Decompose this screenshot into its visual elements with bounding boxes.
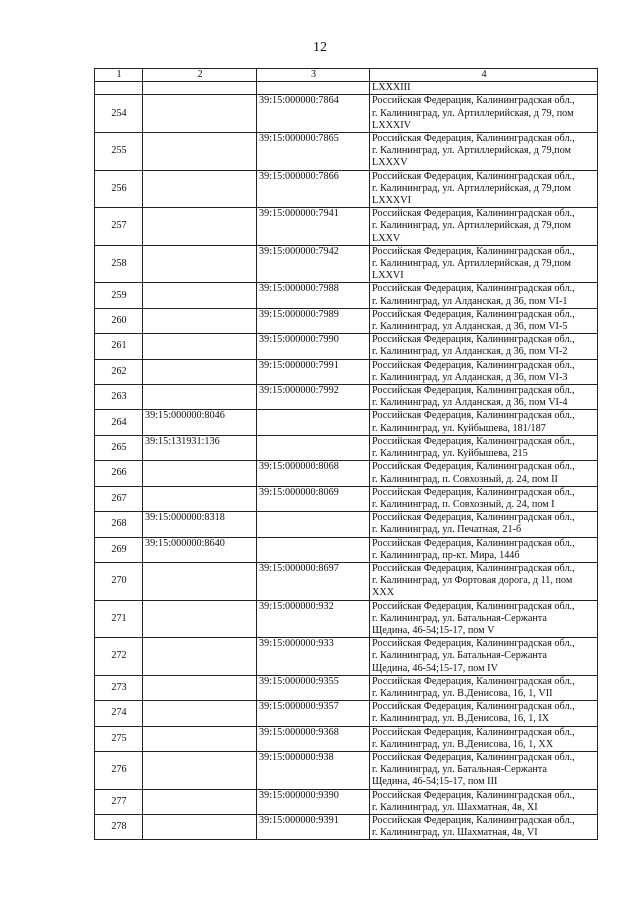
address-line: г. Калининград, ул Алданская, д 36, пом VI-2 [372,346,568,358]
cadastral-number-col2 [143,359,257,384]
cadastral-number-col2 [143,283,257,308]
cadastral-number-col3: 39:15:000000:8069 [257,486,370,511]
cadastral-number-col2 [143,751,257,789]
cadastral-number-col2 [143,701,257,726]
address-line: г. Калининград, ул Алданская, д 36, пом VI-1 [372,295,568,307]
address-line: Российская Федерация, Калининградская обл., [372,245,575,257]
row-number: 276 [95,751,143,789]
address-cell [370,789,598,814]
table-row [95,814,598,839]
address-line: LXXXIV [372,119,412,131]
cadastral-number-col3: 39:15:000000:7990 [257,334,370,359]
table-row [95,133,598,171]
cadastral-number-col2 [143,170,257,208]
address-line: г. Калининград, ул. Артиллерийская, д 79,пом [372,182,571,194]
address-line: г. Калининград, ул. В.Денисова, 16, 1, IX [372,713,550,725]
cadastral-number-col3: 39:15:000000:7866 [257,170,370,208]
address-line: Российская Федерация, Калининградская обл., [372,385,575,397]
address-line: г. Калининград, п. Совхозный, д. 24, пом I [372,498,555,510]
table-row [95,789,598,814]
address-line: Российская Федерация, Калининградская обл., [372,308,575,320]
cadastral-number-col2 [143,814,257,839]
address-cell [370,359,598,384]
address-line: г. Калининград, ул. Артиллерийская, д 79,пом [372,258,571,270]
cadastral-number-col3: 39:15:000000:7989 [257,308,370,333]
table-row [95,751,598,789]
row-number: 259 [95,283,143,308]
table-body [95,82,598,840]
address-cell [370,512,598,537]
address-line: Российская Федерация, Калининградская обл., [372,359,575,371]
table-row [95,600,598,638]
cadastral-number-col2: 39:15:131931:136 [143,435,257,460]
address-line: г. Калининград, ул. В.Денисова, 16, 1, VII [372,687,553,699]
address-line: Российская Федерация, Калининградская обл., [372,638,575,650]
table-row [95,461,598,486]
table-row [95,308,598,333]
address-line: Российская Федерация, Калининградская обл., [372,726,575,738]
cadastral-number-col2 [143,638,257,676]
address-line: Российская Федерация, Калининградская обл., [372,461,575,473]
table-row [95,334,598,359]
address-line: LXXV [372,232,401,244]
address-line: Российская Федерация, Калининградская обл., [372,562,575,574]
address-line: г. Калининград, ул. Шахматная, 4в, XI [372,801,538,813]
table-row [95,385,598,410]
continuation-row [95,82,598,95]
address-cell [370,435,598,460]
row-number: 260 [95,308,143,333]
row-number: 261 [95,334,143,359]
cadastral-number-col3: 39:15:000000:932 [257,600,370,638]
address-line: LXXVI [372,270,404,282]
address-line: Российская Федерация, Калининградская обл., [372,435,575,447]
table-row [95,701,598,726]
address-cell [370,208,598,246]
address-line: XXX [372,587,395,599]
cadastral-number-col3: 39:15:000000:7988 [257,283,370,308]
address-cell [370,537,598,562]
table-row [95,245,598,283]
row-number: 262 [95,359,143,384]
cadastral-number-col3: 39:15:000000:9391 [257,814,370,839]
cadastral-number-col2: 39:15:000000:8318 [143,512,257,537]
row-number: 270 [95,562,143,600]
address-line: Российская Федерация, Калининградская обл., [372,751,575,763]
table-row [95,726,598,751]
cadastral-number-col3: 39:15:000000:7992 [257,385,370,410]
cadastral-number-col2: 39:15:000000:8046 [143,410,257,435]
row-number: 267 [95,486,143,511]
cadastral-number-col3: 39:15:000000:933 [257,638,370,676]
cadastral-number-col2 [143,245,257,283]
address-line: Российская Федерация, Калининградская обл., [372,701,575,713]
cadastral-number-col3: 39:15:000000:9368 [257,726,370,751]
table-row [95,95,598,133]
address-cell [370,95,598,133]
address-cell [370,385,598,410]
cadastral-number-col3: 39:15:000000:9390 [257,789,370,814]
table-row [95,208,598,246]
table-row [95,486,598,511]
address-line: Российская Федерация, Калининградская обл., [372,283,575,295]
row-number: 269 [95,537,143,562]
table-row [95,638,598,676]
address-line: Российская Федерация, Калининградская обл., [372,600,575,612]
address-line: Российская Федерация, Калининградская обл., [372,537,575,549]
address-line: г. Калининград, ул. Куйбышева, 215 [372,448,528,460]
address-line: LXXXV [372,157,408,169]
cadastral-number-col3: 39:15:000000:8697 [257,562,370,600]
address-line: г. Калининград, ул. Артиллерийская, д 79,пом [372,145,571,157]
cadastral-number-col2 [143,486,257,511]
row-number: 273 [95,675,143,700]
cadastral-number-col3 [257,537,370,562]
address-line: г. Калининград, ул. Батальная-Сержанта [372,764,547,776]
address-line: Российская Федерация, Калининградская обл., [372,410,575,422]
table-row [95,435,598,460]
row-number: 274 [95,701,143,726]
address-line: г. Калининград, ул. Куйбышева, 181/187 [372,422,546,434]
row-number: 258 [95,245,143,283]
cadastral-number-col3: 39:15:000000:7991 [257,359,370,384]
cadastral-number-col2 [143,562,257,600]
table-row [95,170,598,208]
address-line: г. Калининград, пр-кт. Мира, 144б [372,549,520,561]
row-number: 265 [95,435,143,460]
address-cell [370,334,598,359]
cadastral-number-col3 [257,512,370,537]
address-line: г. Калининград, ул. В.Денисова, 16, 1, XX [372,738,554,750]
cadastral-number-col2 [143,600,257,638]
address-line: г. Калининград, ул. Батальная-Сержанта [372,650,547,662]
address-line: г. Калининград, ул Алданская, д 36, пом VI-4 [372,397,568,409]
address-line: Российская Федерация, Калининградская обл., [372,170,575,182]
address-line: г. Калининград, ул. Печатная, 21-б [372,524,522,536]
address-line: Щедина, 46-54;15-17, пом III [372,776,498,788]
cadastral-number-col3: 39:15:000000:7942 [257,245,370,283]
row-number: 257 [95,208,143,246]
cadastral-number-col3: 39:15:000000:7865 [257,133,370,171]
cadastral-number-col2 [143,726,257,751]
address-cell [370,726,598,751]
row-number: 268 [95,512,143,537]
address-cell [370,308,598,333]
address-line: Щедина, 46-54;15-17, пом V [372,624,495,636]
row-number: 264 [95,410,143,435]
cadastral-number-col2 [143,789,257,814]
address-line: Российская Федерация, Калининградская обл., [372,789,575,801]
address-cell [370,170,598,208]
address-cell [370,675,598,700]
address-line: LXXXVI [372,195,412,207]
address-line: Российская Федерация, Калининградская обл., [372,512,575,524]
row-number: 266 [95,461,143,486]
address-line: Российская Федерация, Калининградская обл., [372,486,575,498]
cadastral-number-col3: 39:15:000000:938 [257,751,370,789]
cadastral-number-col2 [143,308,257,333]
row-number: 277 [95,789,143,814]
col-header-3: 3 [257,69,370,82]
address-line: Российская Федерация, Калининградская обл., [372,208,575,220]
row-number: 272 [95,638,143,676]
address-line: Российская Федерация, Калининградская обл., [372,133,575,145]
address-line: Российская Федерация, Калининградская обл., [372,95,575,107]
row-number: 278 [95,814,143,839]
row-number: 256 [95,170,143,208]
cadastral-number-col2 [143,133,257,171]
row-number: 275 [95,726,143,751]
cadastral-number-col3 [257,435,370,460]
address-cell [370,461,598,486]
registry-table [94,68,598,840]
cadastral-number-col3: 39:15:000000:7864 [257,95,370,133]
address-line: г. Калининград, ул Алданская, д 36, пом VI-3 [372,371,568,383]
continuation-text: LXXXIII [370,82,598,95]
address-cell [370,638,598,676]
cadastral-number-col3 [257,410,370,435]
cadastral-number-col2 [143,95,257,133]
cadastral-number-col2: 39:15:000000:8640 [143,537,257,562]
cadastral-number-col3: 39:15:000000:9355 [257,675,370,700]
row-number: 271 [95,600,143,638]
address-cell [370,283,598,308]
cadastral-number-col3: 39:15:000000:8068 [257,461,370,486]
col-header-1: 1 [95,69,143,82]
cadastral-number-col2 [143,385,257,410]
col-header-2: 2 [143,69,257,82]
table-row [95,359,598,384]
address-line: г. Калининград, ул Алданская, д 36, пом VI-5 [372,321,568,333]
row-number: 255 [95,133,143,171]
cadastral-number-col2 [143,334,257,359]
cadastral-number-col3: 39:15:000000:9357 [257,701,370,726]
address-line: Российская Федерация, Калининградская обл., [372,334,575,346]
address-cell [370,751,598,789]
address-line: Российская Федерация, Калининградская обл., [372,814,575,826]
row-number: 254 [95,95,143,133]
address-line: г. Калининград, ул. Артиллерийская, д 79,пом [372,220,571,232]
address-cell [370,701,598,726]
col-header-4: 4 [370,69,598,82]
table-row [95,283,598,308]
row-number: 263 [95,385,143,410]
address-line: Российская Федерация, Калининградская обл., [372,675,575,687]
address-cell [370,245,598,283]
address-cell [370,600,598,638]
page-number: 12 [313,40,327,55]
address-cell [370,133,598,171]
address-line: г. Калининград, п. Совхозный, д. 24, пом II [372,473,558,485]
table-row [95,675,598,700]
address-cell [370,410,598,435]
cadastral-number-col2 [143,461,257,486]
table-row [95,537,598,562]
address-cell [370,486,598,511]
address-line: Щедина, 46-54;15-17, пом IV [372,662,498,674]
address-line: г. Калининград, ул. Шахматная, 4в, VI [372,827,538,839]
header-row [95,69,598,82]
address-line: г. Калининград, ул Фортовая дорога, д 11, пом [372,575,573,587]
cadastral-number-col2 [143,675,257,700]
address-line: г. Калининград, ул. Артиллерийская, д 79, пом [372,107,574,119]
address-cell [370,814,598,839]
cadastral-number-col3: 39:15:000000:7941 [257,208,370,246]
cadastral-number-col2 [143,208,257,246]
table-row [95,512,598,537]
address-cell [370,562,598,600]
table-row [95,410,598,435]
address-line: г. Калининград, ул. Батальная-Сержанта [372,612,547,624]
table-row [95,562,598,600]
